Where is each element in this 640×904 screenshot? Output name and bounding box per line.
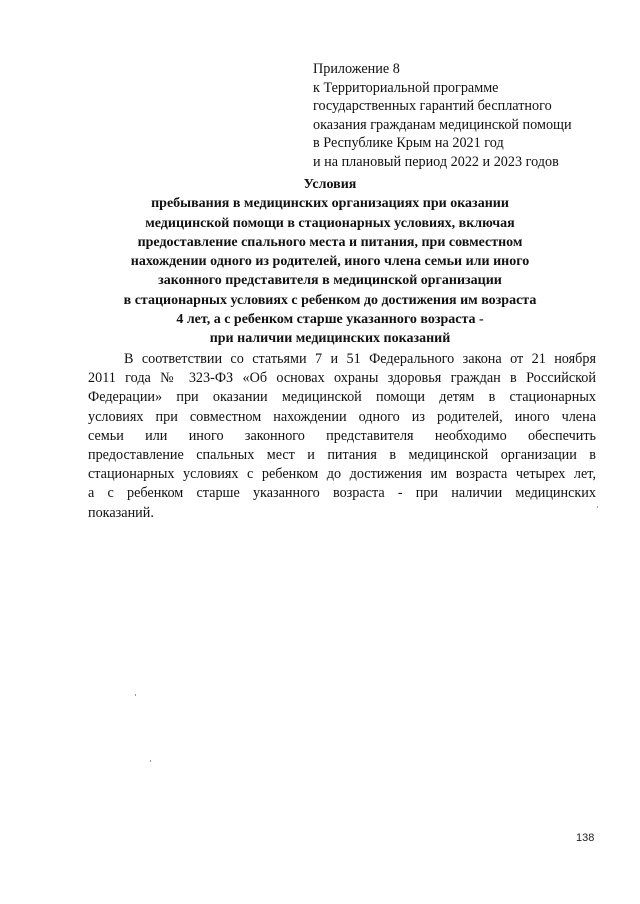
- title-line: предоставление спального места и питания, при совместном: [137, 234, 523, 250]
- title-line: при наличии медицинских показаний: [209, 331, 451, 347]
- body-line: стационарных условиях с ребенком до достижения им возраста четырех лет,: [88, 466, 596, 483]
- body-paragraph: [88, 350, 596, 523]
- body-line: 2011 года № 323-ФЗ «Об основах охраны здоровья граждан в Российской: [88, 370, 596, 387]
- body-line: предоставление спальных мест и питания в медицинской организации в: [88, 447, 596, 464]
- body-line: Федерации» при оказании медицинской помощи детям в стационарных: [88, 389, 596, 406]
- body-line: В соответствии со статьями 7 и 51 Федерального закона от 21 ноября: [124, 351, 596, 367]
- appendix-line: в Республике Крым на 2021 год: [313, 135, 504, 152]
- title-line: законного представителя в медицинской организации: [158, 273, 502, 289]
- appendix-line: государственных гарантий бесплатного: [313, 98, 552, 115]
- scan-speck: [597, 506, 598, 508]
- title-line: в стационарных условиях с ребенком до достижения им возраста: [123, 292, 537, 308]
- title-line: пребывания в медицинских организациях при оказании: [151, 196, 509, 212]
- scan-speck: [135, 694, 136, 696]
- appendix-line: и на плановый период 2022 и 2023 годов: [313, 153, 559, 170]
- appendix-line: Приложение 8: [313, 61, 400, 77]
- title-line: Условия: [303, 177, 357, 192]
- title-line: нахождении одного из родителей, иного члена семьи или иного: [130, 254, 530, 270]
- body-line: показаний.: [88, 504, 154, 521]
- appendix-line: к Территориальной программе: [313, 79, 499, 96]
- body-line: а с ребенком старше указанного возраста - при наличии медицинских: [88, 485, 596, 502]
- appendix-header: [313, 60, 613, 172]
- title-line: медицинской помощи в стационарных условиях, включая: [145, 215, 515, 231]
- title-line: 4 лет, а с ребенком старше указанного возраста -: [176, 312, 484, 328]
- page-number: 138: [576, 832, 595, 844]
- body-line: семьи или иного законного представителя необходимо обеспечить: [88, 427, 596, 444]
- document-title: [100, 175, 560, 349]
- body-line: условиях при совместном нахождении одного из родителей, иного члена: [88, 408, 596, 425]
- scan-speck: [150, 760, 151, 762]
- appendix-line: оказания гражданам медицинской помощи: [313, 116, 572, 133]
